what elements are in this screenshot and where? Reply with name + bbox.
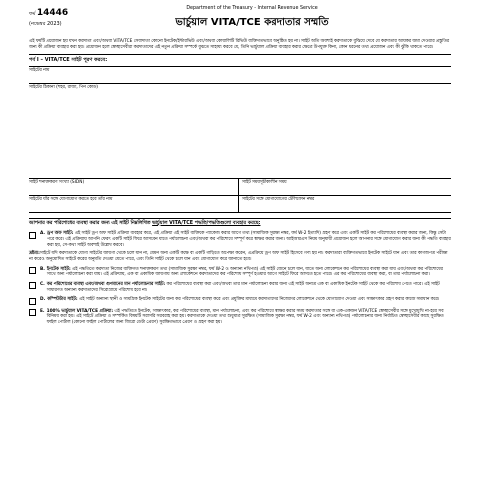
option-b xyxy=(29,267,451,278)
option-e-body: এই পদ্ধতিতে ইনটেক, সাক্ষাৎকার, কর পরিশোধের ব্যবস্থা, মান পর্যালোচনা, এবং কর পরিশোধে স্বাক্ষর করার সময় করদাতার সঙ্গে বা এক-একজন VITA/TCE স্বেচ্ছাসেবীর সঙ্গে মুখোমুখি না-হয়ে সব বিনিময় করা হয়। এই সাইটে প্রক্রিয়া ও সম্পর্কিত বিষয়টি সরাসরি সরবরাহ করা হয়। করদাতাকে দেওয়া তথ্য শুধুমাত্র সুরক্ষিত (সামাজিক সুরক্ষা নম্বর, ফর্ম W-2 এবং অন্যান্য নথিপত্র) পর্যালোচনার জন্য নির্বাচিত স্বেচ্ছাসেবীর কাছে সুরক্ষিত ফাইল পোর্টাল (কোনো ফাইল পোর্টালের জন্য জিরো ডেটা প্রেরণ) সুরক্ষিতভাবে প্রেরণ ও গ্রহণ করা হয়। xyxy=(46,308,444,326)
form-title: ভার্চুয়াল VITA/TCE করদাতার সম্মতি xyxy=(175,17,329,29)
option-c-body: কর পরিশোধের ব্যবস্থা করা এবং/অথবা তার মান পর্যালোচনা করার জন্য এই সাইট অন্যত্র এক বা একাধিক ইনটেক সাইট থেকে কর পরিশোধ পেতে পারে। এই সাইট সাধারণত অন্যান্য করদাতাদের সিরোগ্রামে পরিশোধ হবে না। xyxy=(46,281,440,293)
option-a-checkbox[interactable] xyxy=(29,232,36,239)
option-e-letter: E. xyxy=(40,308,45,314)
option-c xyxy=(29,282,451,293)
option-d-body: এই সাইট অন্যান্য স্থানী ও সামগ্রিক ইনটেক সাইটের জন্য কর পরিশোধের ব্যবস্থা করে এবং প্রযুক্তির মাধ্যমে করদাতাদের নিজেদের লোকেশনে থেকে যোগাযোগ দেওয়া এবং সাক্ষাৎকার গ্রহণ করার কাজে সমাধান করে। xyxy=(77,297,440,303)
contact-row xyxy=(29,196,451,213)
sidn-label: সাইট শনাক্তকরণ সংখ্যা (SIDN) xyxy=(29,179,85,185)
form-label: ফর্ম xyxy=(29,11,36,17)
site-hours-field[interactable] xyxy=(238,179,451,195)
option-d-letter: D. xyxy=(40,297,46,303)
option-d-heading: কম্পিউটার সাইট: xyxy=(47,297,78,303)
option-d-text xyxy=(47,297,451,305)
option-d-checkbox[interactable] xyxy=(29,298,36,305)
option-b-heading: ইনটেক সাইট: xyxy=(46,266,71,272)
note-paragraph xyxy=(29,251,451,262)
form-revision-date: (নভেম্বর 2023) xyxy=(29,20,62,27)
form-number: 14446 xyxy=(36,8,69,18)
part1-heading: পর্ব I – VITA/TCE সাইট পূরণ করবে: xyxy=(29,54,451,67)
contact-phone-label: সাইটের সঙ্গে যোগাযোগের টেলিফোন নম্বর xyxy=(242,196,315,202)
contact-phone-field[interactable] xyxy=(238,196,451,212)
form-header xyxy=(29,6,451,36)
option-e xyxy=(29,309,451,326)
option-a-letter: A. xyxy=(40,231,46,237)
option-a-body: এই সাইট ড্রপ অফ সাইট প্রক্রিয়া ব্যবহার করে, এই প্রক্রিয়া এই সাইট ব্যক্তিকে প্যাকেজ করার আগে তথ্য (সামাজিক সুরক্ষা নম্বর, ফর্ম W-2 ইত্যাদি) গ্রহণ করে এবং একটি সাইট কর পরিশোধের ব্যবস্থা করার জন্য, কিন্তু সেটা পরে করে। এই প্রক্রিয়ায় আপনি ফেরৎ একটি সাইট ফিরে আসবেন যাতে পর্যালোচনা এবং/অথবা কর পরিশোধে সম্পূর্ণ করে স্বাক্ষর করার জন্য। আইআরএস নিয়ম অনুযায়ী প্রয়োজন হলে আপনার সঙ্গে যোগাযোগ করার জন্য কী পদ্ধতি ব্যবহার করা হয়, সে-কথা সাইট অবশ্যই উল্লেখ করবে। xyxy=(47,231,451,248)
option-d xyxy=(29,297,451,305)
site-name-label: সাইটের নাম xyxy=(29,67,50,73)
contact-name-field[interactable] xyxy=(29,196,238,212)
option-a-heading: ড্রপ অফ সাইট: xyxy=(47,231,74,237)
note-body: সাইটে যদি করদাতাকে যোগ্য সাইটের জায়গা থেকে চলে যান না, যেমন অন্য একটি কক্ষে বা একটি গাড়িতে অপেক্ষা করেন, এপ্রক্রিয়ে ড্রপ অফ সাইট হিসেবে গণ্য হয় না। করদাতারা ব্যক্তিগতভাবে ইনটেক সাইটে যান এবং তার কাগজপত্র পরীক্ষা না করেও অনুমোদিত সাইটে করের অনুমতি দেওয়া যেতে পারে, এবং তিনি সাইট থেকে চলে যান এবং যোগাযোগ করে জানাতে হবে। xyxy=(29,251,448,262)
option-e-heading: 100% ভার্চুয়াল VITA/TCE প্রক্রিয়া: xyxy=(46,308,114,314)
site-address-label: সাইটের ঠিকানা (শহর, রাজ্য, পিন কোড) xyxy=(29,84,98,90)
sidn-hours-row xyxy=(29,179,451,196)
intro-paragraph: এই ফর্মটি প্রয়োজন হয় যখন করদাতা এবং/অথবা VITA/TCE সেবাদাতা কোনো ইনটেক/ইন্টারভিউ এবং/অথবা কোয়ালিটি রিভিউ ব্যক্তিগতভাবে অনুষ্ঠিত হয় না। সাইট অতি অবশ্যই করদাতাকে বুঝিয়ে দেবে যে করদাতার আয়কর জমা দেওয়ার প্রস্তুতির জন্য কী প্রক্রিয়া ব্যবহার করা হয়। প্রয়োজন হলে স্বেচ্ছাসেবীরা করদাতাদের এই নতুন প্রক্রিয়া সম্পর্কে বুঝতে সাহায্য করবে যে, তিনি ভার্চুয়াল প্রক্রিয়া ব্যবহার করার ক্ষেত্রে উপযুক্ত কিনা, কোন ধরনের তথ্য প্রয়োজন এবং কী ঝুঁকি থাকতে পারে। xyxy=(29,39,450,50)
note-heading: দ্রষ্টব্য: xyxy=(29,251,40,257)
option-c-checkbox[interactable] xyxy=(29,282,36,289)
methods-heading xyxy=(29,218,451,227)
form-identifier xyxy=(29,6,93,27)
option-b-letter: B. xyxy=(40,266,45,272)
option-c-letter: C. xyxy=(40,281,45,287)
option-e-text xyxy=(47,309,451,326)
site-hours-label: সাইট সময়সূচীকালীন সময় xyxy=(242,179,287,185)
site-name-field[interactable] xyxy=(29,67,451,84)
option-a xyxy=(29,231,451,248)
methods-heading-prefix: আপনার কর পরিশোধের ব্যবস্থা করার জন্য এই সাইট নিম্নলিখিত xyxy=(29,220,153,226)
site-address-field[interactable] xyxy=(29,84,451,179)
option-c-text xyxy=(47,282,451,293)
option-b-body: এই পদ্ধতিতে করদাতা নিজের ব্যক্তিগত শনাক্তকরণ তথ্য (সামাজিক সুরক্ষা নম্বর, ফর্ম W-2 ও অন্যান্য নথিপত্র) এই সাইট জেনে চলে যান, যাতে অন্য লোকেশনে কর পরিশোধের ব্যবস্থা করা যায় এবং/অথবা কর পরিশোধের সাথে অন্য পর্যালোচনা করা যায়। এই প্রক্রিয়ায়, এক বা একাধিক জায়গায় অন্য লোকেশনে করদাতাদের কর পরিশোধ সম্পূর্ণ হওয়ার আগে সাইটে ফিরে আসতে হতে পারে। এর কর পরিশোধের ব্যবস্থা করা, বা তার পর্যালোচনা করা। xyxy=(46,266,443,278)
department-line: Department of the Treasury - Internal Revenue Service xyxy=(186,6,318,11)
option-c-heading: কর পরিশোধের ব্যবস্থা এবং/অথবা গুণমানের মান পর্যালোচনার সাইট: xyxy=(46,281,166,287)
option-a-text xyxy=(47,231,451,248)
sidn-field[interactable] xyxy=(29,179,238,195)
option-b-text xyxy=(47,267,451,278)
option-b-checkbox[interactable] xyxy=(29,267,36,274)
option-e-checkbox[interactable] xyxy=(29,309,36,316)
title-block xyxy=(93,6,451,30)
contact-name-label: সাইটের যাঁর সঙ্গে যোগাযোগ করতে হবে তাঁর নাম xyxy=(29,196,113,202)
methods-heading-emphasis: ভার্চুয়াল VITA/TCE পদ্ধতি/পদ্ধতিগুলো ব্যবহার করছে: xyxy=(152,220,261,226)
